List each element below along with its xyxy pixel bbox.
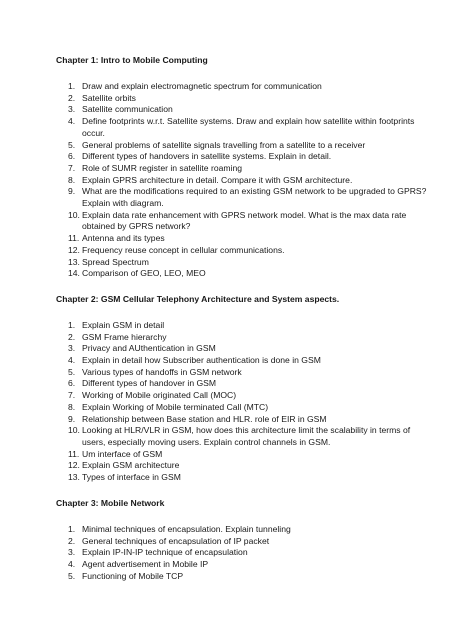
item-number: 4. — [68, 116, 76, 127]
item-number: 7. — [68, 162, 76, 173]
item-text: Draw and explain electromagnetic spectrum for communication — [82, 81, 322, 91]
item-text: General techniques of encapsulation of IP packet — [82, 535, 270, 546]
item-number: 13. — [68, 472, 80, 483]
item-number: 10. — [68, 209, 80, 220]
item-number: 1. — [68, 523, 76, 534]
item-text: Looking at HLR/VLR in GSM, how does this architecture limit the scalability in terms of users, especially moving users. Explain control channels in GSM. — [82, 425, 411, 447]
question-list — [56, 524, 434, 583]
item-text: Types of interface in GSM — [82, 472, 181, 483]
item-text: Antenna and its types — [82, 233, 165, 244]
item-text: Functioning of Mobile TCP — [82, 570, 184, 581]
list-item — [56, 151, 434, 163]
item-text: Role of SUMR register in satellite roaming — [82, 162, 242, 173]
list-item — [56, 414, 434, 426]
item-text: Explain in detail how Subscriber authentication is done in GSM — [82, 355, 321, 366]
item-number: 3. — [68, 104, 76, 115]
item-number: 2. — [68, 535, 76, 546]
item-number: 7. — [68, 390, 76, 401]
chapter-3 — [56, 498, 434, 583]
item-text: Satellite orbits — [82, 92, 136, 103]
item-number: 5. — [68, 366, 76, 377]
item-number: 1. — [68, 81, 76, 91]
item-number: 9. — [68, 186, 76, 197]
list-item — [56, 163, 434, 175]
item-text: What are the modifications required to an existing GSM network to be upgraded to GPRS? Explain with diagram. — [82, 186, 427, 209]
item-number: 4. — [68, 355, 76, 366]
item-number: 3. — [68, 547, 76, 558]
item-text: Satellite communication — [82, 104, 173, 115]
item-number: 4. — [68, 558, 76, 569]
item-number: 5. — [68, 570, 76, 581]
list-item — [56, 571, 434, 583]
chapter-heading: Chapter 1: Intro to Mobile Computing — [56, 55, 208, 65]
item-text: Explain data rate enhancement with GPRS network model. What is the max data rate obtained by GPRS network? — [82, 209, 407, 232]
list-item — [56, 186, 434, 209]
item-text: Explain GSM in detail — [82, 319, 165, 330]
item-text: Spread Spectrum — [82, 256, 149, 267]
item-number: 12. — [68, 460, 80, 471]
item-number: 2. — [68, 92, 76, 103]
list-item — [56, 449, 434, 461]
item-number: 12. — [68, 244, 80, 255]
item-number: 8. — [68, 174, 76, 185]
list-item — [56, 245, 434, 257]
chapter-1 — [56, 55, 434, 280]
list-item — [56, 332, 434, 344]
list-item — [56, 355, 434, 367]
item-number: 5. — [68, 139, 76, 150]
list-item — [56, 257, 434, 269]
item-text: Define footprints w.r.t. Satellite systems. Draw and explain how satellite within footprints occur. — [82, 116, 415, 138]
list-item — [56, 320, 434, 332]
item-number: 1. — [68, 319, 76, 330]
item-text: Explain GSM architecture — [82, 460, 180, 471]
item-text: Different types of handover in GSM — [82, 378, 217, 389]
list-item — [56, 175, 434, 187]
list-item — [56, 93, 434, 105]
item-number: 3. — [68, 343, 76, 354]
item-number: 8. — [68, 401, 76, 412]
item-text: Explain GPRS architecture in detail. Compare it with GSM architecture. — [82, 174, 353, 185]
item-text: Um interface of GSM — [82, 448, 163, 459]
item-number: 2. — [68, 331, 76, 342]
list-item — [56, 559, 434, 571]
item-number: 9. — [68, 413, 76, 424]
item-number: 10. — [68, 425, 80, 436]
item-number: 6. — [68, 378, 76, 389]
list-item — [56, 524, 434, 536]
list-item — [56, 547, 434, 559]
list-item — [56, 210, 434, 233]
list-item — [56, 536, 434, 548]
item-text: Different types of handovers in satellite systems. Explain in detail. — [82, 151, 332, 162]
list-item — [56, 140, 434, 152]
list-item — [56, 460, 434, 472]
list-item — [56, 472, 434, 484]
item-text: Minimal techniques of encapsulation. Explain tunneling — [82, 523, 291, 534]
item-number: 11. — [68, 233, 80, 244]
item-text: Explain Working of Mobile terminated Call (MTC) — [82, 401, 269, 412]
list-item — [56, 390, 434, 402]
item-number: 14. — [68, 268, 80, 279]
item-number: 6. — [68, 151, 76, 162]
chapter-heading: Chapter 3: Mobile Network — [56, 497, 165, 508]
item-text: Working of Mobile originated Call (MOC) — [82, 390, 237, 401]
item-text: Explain IP-IN-IP technique of encapsulation — [82, 547, 248, 558]
item-text: Agent advertisement in Mobile IP — [82, 558, 209, 569]
question-list — [56, 81, 434, 280]
list-item — [56, 268, 434, 280]
list-item — [56, 116, 434, 139]
list-item — [56, 81, 434, 93]
list-item — [56, 343, 434, 355]
list-item — [56, 233, 434, 245]
item-text: GSM Frame hierarchy — [82, 331, 167, 342]
item-number: 13. — [68, 256, 80, 267]
item-text: Various types of handoffs in GSM network — [82, 366, 242, 377]
item-text: Privacy and AUthentication in GSM — [82, 343, 216, 354]
chapter-heading: Chapter 2: GSM Cellular Telephony Architecture and System aspects. — [56, 293, 340, 304]
chapter-2 — [56, 294, 434, 484]
list-item — [56, 378, 434, 390]
list-item — [56, 402, 434, 414]
item-text: General problems of satellite signals travelling from a satellite to a receiver — [82, 139, 366, 150]
item-text: Relationship between Base station and HLR. role of EIR in GSM — [82, 413, 327, 424]
item-text: Comparison of GEO, LEO, MEO — [82, 268, 206, 279]
list-item — [56, 425, 434, 448]
list-item — [56, 367, 434, 379]
item-text: Frequency reuse concept in cellular communications. — [82, 244, 285, 255]
item-number: 11. — [68, 448, 80, 459]
list-item — [56, 104, 434, 116]
question-list — [56, 320, 434, 484]
